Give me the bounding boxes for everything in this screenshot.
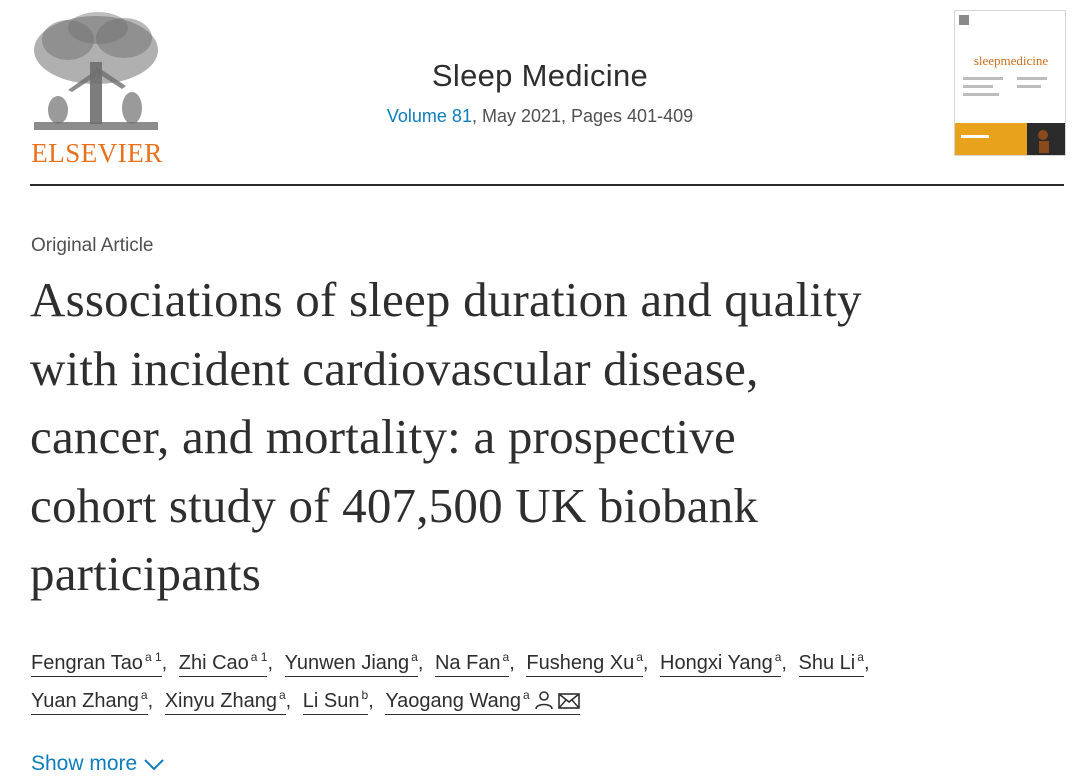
author-list: Fengran Tao $^{a 1}$, Zhi Cao $^{a 1}$, Yunwen Jiang $^a$, Na Fan $^a$, Fusheng Xu $^a$, Hongxi Yang $^a$, Shu Li $^a$, Yuan Zhang $^a$, Xinyu Zhang $^a$, Li Sun $^b$, Yaogang Wang $^a$	[31, 644, 1071, 720]
issue-line	[280, 106, 800, 127]
volume-link[interactable]: Volume 81	[386, 106, 472, 126]
article-type: Original Article	[31, 235, 154, 256]
cover-title: sleepmedicine	[973, 53, 1049, 68]
author-link[interactable]: Yuan Zhang $^a$	[31, 683, 148, 715]
article-header	[0, 0, 1080, 186]
author-link[interactable]: Zhi Cao $^{a 1}$	[179, 645, 268, 677]
journal-name[interactable]: Sleep Medicine	[431, 58, 649, 93]
title-line: Associations of sleep duration and quality	[30, 272, 862, 327]
author-link[interactable]: Fengran Tao $^{a 1}$	[31, 645, 162, 677]
header-divider	[30, 184, 1064, 186]
title-line: cohort study of 407,500 UK biobank	[30, 477, 759, 533]
journal-cover-image[interactable]	[954, 10, 1066, 156]
show-more-label: Show more	[31, 752, 138, 775]
publisher-name: ELSEVIER	[31, 138, 163, 168]
chevron-down-icon	[143, 758, 165, 772]
elsevier-logo[interactable]	[28, 10, 164, 168]
article-title	[30, 266, 1070, 609]
author-link[interactable]: Hongxi Yang $^a$	[660, 645, 781, 677]
journal-block	[280, 58, 800, 127]
elsevier-tree-icon	[28, 10, 164, 138]
author-link[interactable]: Na Fan $^a$	[435, 645, 509, 677]
author-link[interactable]: Li Sun $^b$	[303, 683, 368, 715]
envelope-icon	[558, 692, 580, 710]
issue-details: , May 2021, Pages 401-409	[471, 106, 694, 126]
author-link[interactable]: Shu Li $^a$	[799, 645, 864, 677]
author-link[interactable]: Xinyu Zhang $^a$	[165, 683, 286, 715]
title-line: with incident cardiovascular disease,	[30, 340, 759, 396]
title-line: cancer, and mortality: a prospective	[30, 409, 736, 464]
author-link[interactable]: Yunwen Jiang $^a$	[285, 645, 418, 677]
show-more-button[interactable]	[31, 752, 165, 776]
person-icon	[534, 690, 554, 710]
author-link[interactable]: Fusheng Xu $^a$	[526, 645, 643, 677]
title-line: participants	[30, 546, 261, 601]
cover-art	[955, 11, 1065, 155]
author-link-corresponding[interactable]: Yaogang Wang $^a$	[385, 683, 579, 715]
